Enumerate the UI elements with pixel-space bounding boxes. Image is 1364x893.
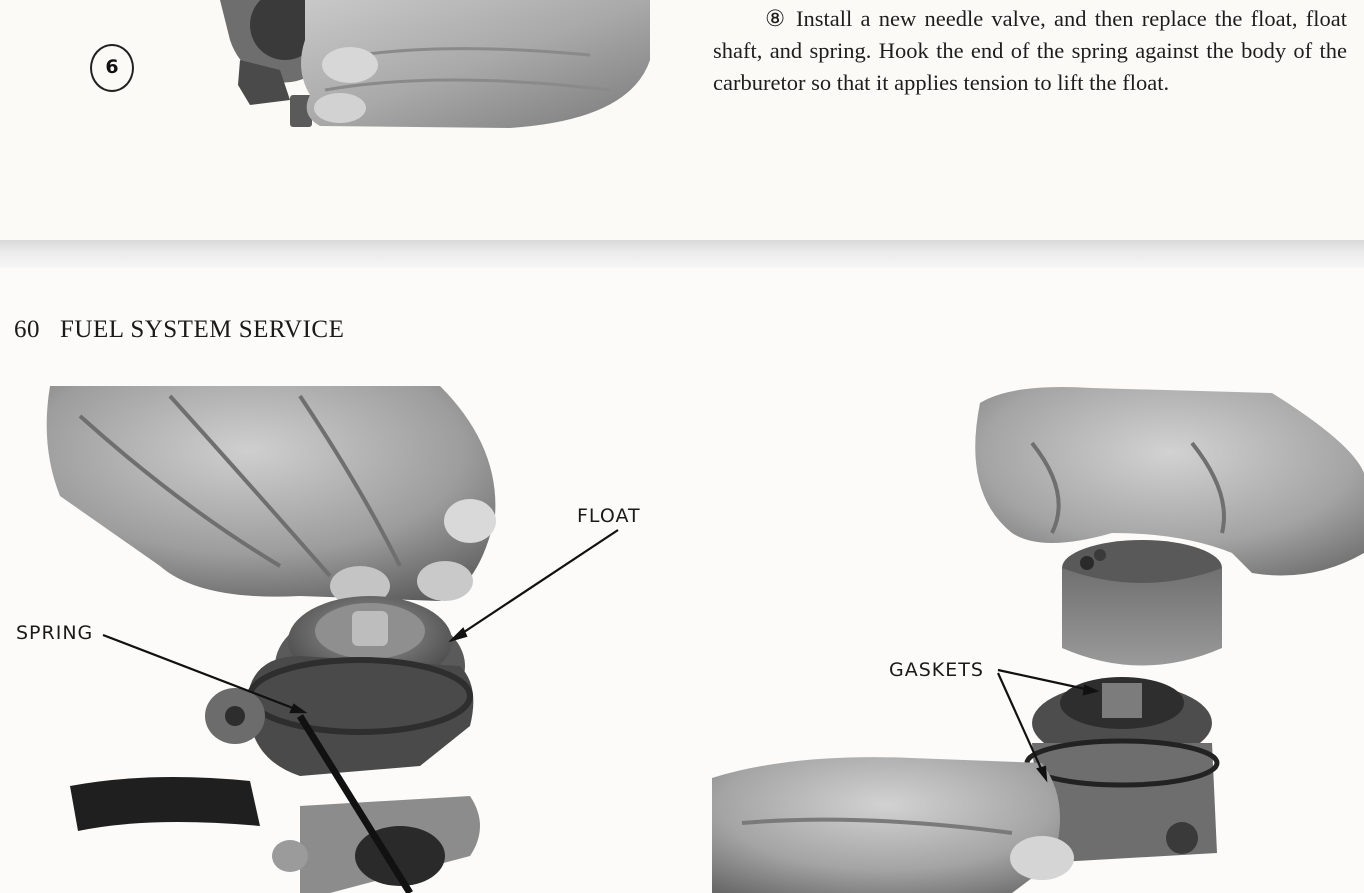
float-label: FLOAT [577, 505, 641, 527]
step-number-badge: 6 [90, 44, 134, 92]
page-number: 60 [14, 316, 40, 343]
chapter-title: FUEL SYSTEM SERVICE [60, 316, 345, 343]
callout-leader-lines [0, 268, 1364, 893]
gaskets-label: GASKETS [889, 659, 984, 681]
carburetor-hand-photo-top [210, 0, 650, 130]
instruction-paragraph: ⑧ Install a new needle valve, and then replace the float, float shaft, and spring. Hook the end of the spring against the body of the carburetor so that it applies tension to lift the float. [713, 6, 1347, 95]
spring-label: SPRING [16, 622, 94, 644]
page-divider [0, 240, 1364, 268]
top-page [0, 0, 1364, 240]
bottom-page [0, 268, 1364, 893]
